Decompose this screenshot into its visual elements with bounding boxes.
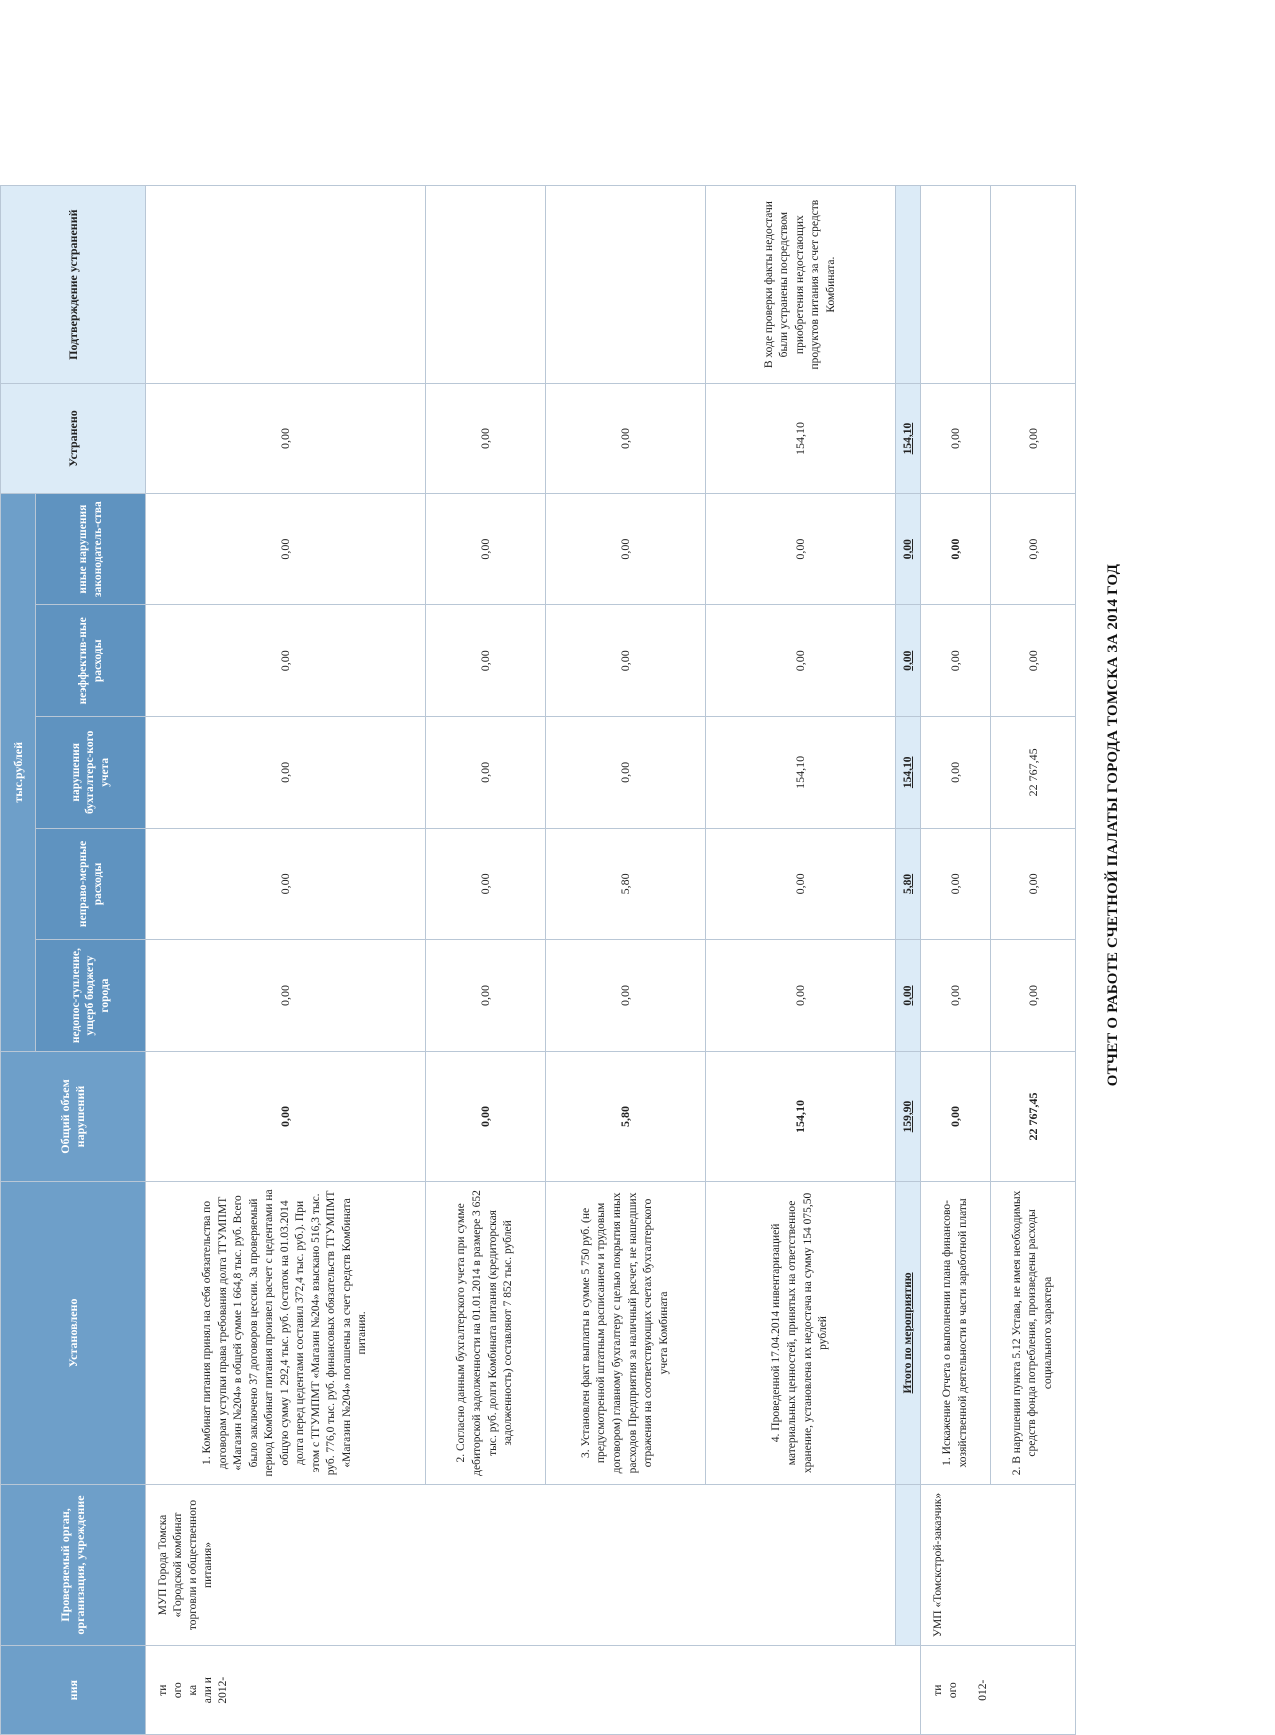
value-cell: 154,10 [706,717,896,829]
fixed-cell: 0,00 [146,384,426,494]
object-cell-2: УМП «Томскстрой-заказчик» [921,1484,1076,1646]
header-unit: тыс.рублей [1,493,36,1051]
header-sub-illegal: неправо-мерные расходы [36,828,146,940]
confirm-cell: В ходе проверки факты недостачи были устранены посредством приобретения недостающих продуктов питания за счет средств Комбината. [706,186,896,384]
total-value: 5,80 [896,828,921,940]
total-object-empty [896,1484,921,1646]
value-cell: 0,00 [146,605,426,717]
total-cell: 0,00 [921,1051,991,1181]
total-sum: 159,90 [896,1051,921,1181]
fixed-cell: 0,00 [991,384,1076,494]
total-value: 0,00 [896,940,921,1052]
value-cell: 0,00 [921,605,991,717]
total-cell: 0,00 [426,1051,546,1181]
value-cell: 0,00 [546,717,706,829]
value-cell: 0,00 [991,605,1076,717]
header-sub-shortfall: недопос-тупление, ущерб бюджету города [36,940,146,1052]
total-value: 154,10 [896,717,921,829]
total-cell: 5,80 [546,1051,706,1181]
header-object: Проверяемый орган, организация, учреждение [1,1484,146,1646]
left-cut-text-2: ти ого 012- [921,1646,1076,1735]
total-row [896,186,921,1735]
value-cell: 0,00 [426,493,546,605]
value-cell: 0,00 [426,717,546,829]
fixed-cell: 0,00 [921,384,991,494]
value-cell: 22 767,45 [991,717,1076,829]
established-cell: 4. Проведенной 17.04.2014 инвентаризацией материальных ценностей, принятых на ответственное хранение, установлена их недостача на сумму 154 075,50 рублей [706,1182,896,1484]
table-row [921,186,991,1735]
value-cell: 0,00 [546,493,706,605]
header-sub-accounting: нарушения бухгалтерс-кого учета [36,717,146,829]
page-title: ОТЧЕТ О РАБОТЕ СЧЕТНОЙ ПАЛАТЫ ГОРОДА ТОМСКА ЗА 2014 ГОД [1105,563,1121,1087]
value-cell: 0,00 [991,828,1076,940]
total-cell: 154,10 [706,1051,896,1181]
header-confirm: Подтверждение устранений [1,186,146,384]
established-cell: 2. Согласно данным бухгалтерского учета при сумме дебиторской задолженности на 01.01.2014 в размере 3 652 тыс. руб. долги Комбината питания (кредиторская задолженность) составляют 7 852 тыс. рублей [426,1182,546,1484]
value-cell: 0,00 [921,940,991,1052]
header-row-1 [1,186,36,1735]
value-cell: 0,00 [921,828,991,940]
value-cell: 0,00 [546,940,706,1052]
value-cell: 0,00 [706,828,896,940]
header-sub-other: иные нарушения законодатель-ства [36,493,146,605]
total-cell: 0,00 [146,1051,426,1181]
established-cell: 1. Комбинат питания принял на себя обязательства по договорам уступки права требования долга ТГУМПМТ «Магазин №204» в общей сумме 1 664,8 тыс. руб. Всего было заключено 37 договоров цессии. За проверяемый период Комбинат питания произвел расчет с цедентами на общую сумму 1 292,4 тыс. руб. (остаток на 01.03.2014 долга перед цедентами составил 372,4 тыс. руб.). При этом с ТГУМПМТ «Магазин №204» взыскано 516,3 тыс. руб. 776,0 тыс. руб. финансовых обязательств ТГУМПМТ «Магазин №204» погашены за счет средств Комбината питания. [146,1182,426,1484]
confirm-cell [146,186,426,384]
report-table [0,185,1076,1735]
fixed-cell: 0,00 [426,384,546,494]
confirm-cell [991,186,1076,384]
value-cell: 0,00 [426,940,546,1052]
value-cell: 0,00 [991,493,1076,605]
value-cell: 0,00 [426,828,546,940]
table-row [146,186,426,1735]
value-cell: 0,00 [146,940,426,1052]
header-cut-col: ния [1,1646,146,1735]
value-cell: 0,00 [546,605,706,717]
fixed-cell: 0,00 [546,384,706,494]
total-cell: 22 767,45 [991,1051,1076,1181]
value-cell: 0,00 [146,493,426,605]
header-sub-inefficient: неэффектив-ные расходы [36,605,146,717]
value-cell: 0,00 [706,605,896,717]
total-fixed: 154,10 [896,384,921,494]
confirm-cell [546,186,706,384]
value-cell: 0,00 [921,717,991,829]
value-cell: 0,00 [991,940,1076,1052]
value-cell: 0,00 [146,717,426,829]
object-cell: МУП Города Томска «Городской комбинат торговли и общественного питания» [146,1484,896,1646]
value-cell: 5,80 [546,828,706,940]
header-fixed: Устранено [1,384,146,494]
established-cell: 2. В нарушении пункта 5.12 Устава, не имея необходимых средств фонда потребления, произведены расходы социального характера [991,1182,1076,1484]
value-cell: 0,00 [706,493,896,605]
total-value: 0,00 [896,493,921,605]
confirm-cell [426,186,546,384]
left-cut-text: ти ого ка али и 2012- [146,1646,921,1735]
header-established: Установлено [1,1182,146,1484]
established-cell: 3. Установлен факт выплаты в сумме 5 750 руб. (не предусмотренной штатным расписанием и трудовым договором) главному бухгалтеру с целью покрытия иных расходов Предприятия за наличный расчет, не нашедших отражения на соответствующих счетах бухгалтерского учета Комбината [546,1182,706,1484]
value-cell: 0,00 [921,493,991,605]
value-cell: 0,00 [426,605,546,717]
value-cell: 0,00 [146,828,426,940]
fixed-cell: 154,10 [706,384,896,494]
value-cell: 0,00 [706,940,896,1052]
total-label: Итого по мероприятию [896,1182,921,1484]
confirm-cell [921,186,991,384]
header-total: Общий объем нарушений [1,1051,146,1181]
total-value: 0,00 [896,605,921,717]
total-confirm-empty [896,186,921,384]
established-cell: 1. Искажение Отчета о выполнении плана финансово-хозяйственной деятельности в части заработной платы [921,1182,991,1484]
